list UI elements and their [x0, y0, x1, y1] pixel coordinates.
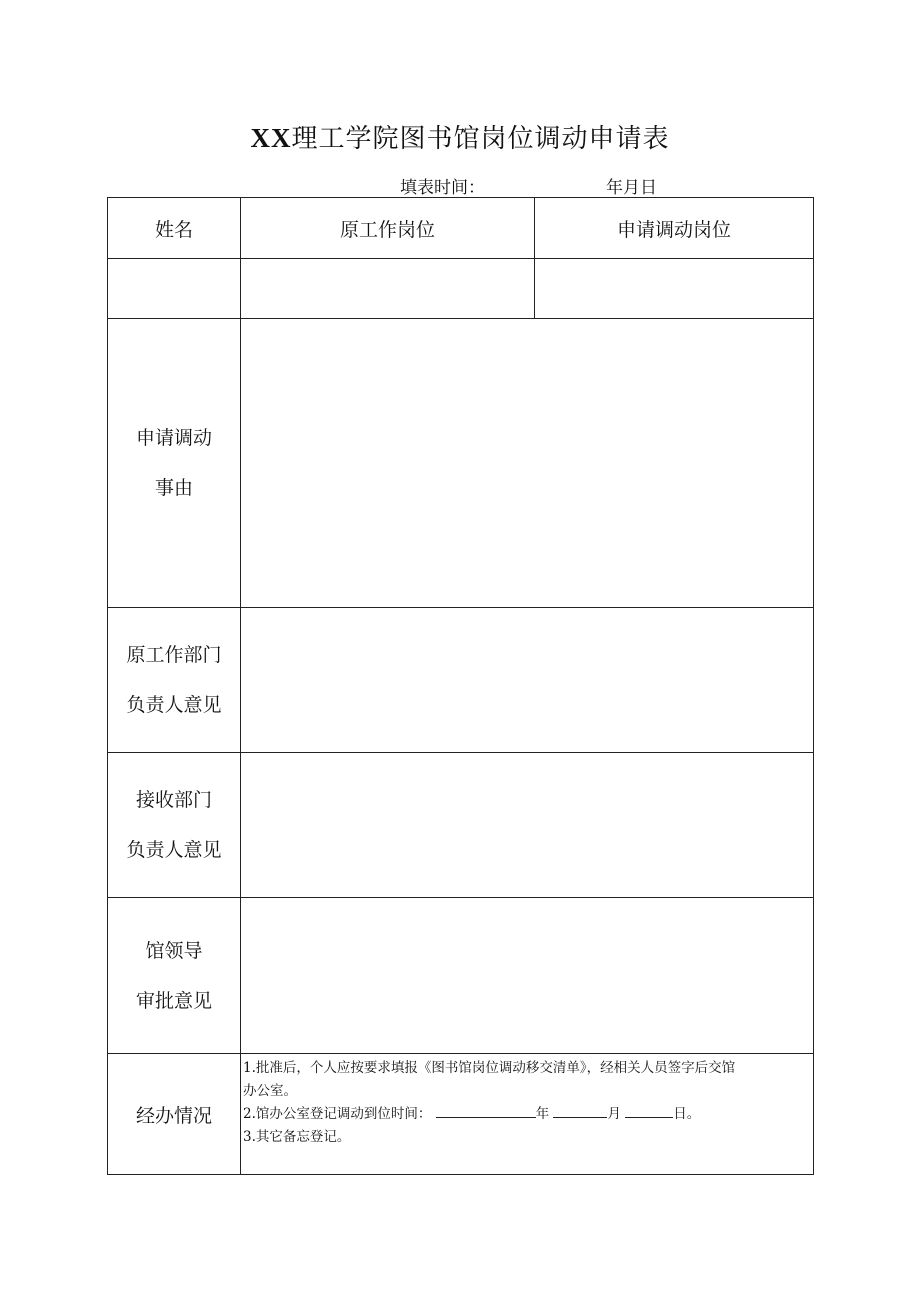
day-blank[interactable]: [625, 1103, 673, 1118]
handling-notes: [241, 1054, 814, 1175]
title-main: 理工学院图书馆岗位调动申请表: [291, 124, 670, 154]
note-line-3: 3.其它备忘登记。: [243, 1129, 351, 1145]
receiving-dept-opinion-field[interactable]: [241, 753, 814, 898]
leadership-row: [108, 898, 814, 1054]
reason-row: [108, 319, 814, 608]
entry-row: [108, 259, 814, 319]
receiving-dept-row: [108, 753, 814, 898]
header-name: 姓名: [108, 198, 241, 259]
application-form-table: [107, 197, 814, 1175]
month-blank[interactable]: [553, 1103, 607, 1118]
receiving-dept-label: 接收部门 负责人意见: [108, 753, 241, 898]
header-original-post: 原工作岗位: [241, 198, 535, 259]
reason-field[interactable]: [241, 319, 814, 608]
year-blank[interactable]: [436, 1103, 536, 1118]
original-dept-opinion-field[interactable]: [241, 608, 814, 753]
header-requested-post: 申请调动岗位: [535, 198, 814, 259]
name-field[interactable]: [108, 259, 241, 319]
leadership-label: 馆领导 审批意见: [108, 898, 241, 1054]
original-post-field[interactable]: [241, 259, 535, 319]
fill-date-label: 年月日: [606, 178, 657, 198]
title-prefix: XX: [250, 123, 292, 153]
handling-row: [108, 1054, 814, 1175]
original-dept-row: [108, 608, 814, 753]
note-line-1b: 办公室。: [243, 1083, 297, 1099]
form-title: [0, 118, 920, 155]
leadership-opinion-field[interactable]: [241, 898, 814, 1054]
handling-label: 经办情况: [108, 1054, 241, 1175]
fill-time-label: 填表时间：: [400, 178, 485, 198]
reason-label: 申请调动 事由: [108, 319, 241, 608]
note-line-1a: 1.批准后，个人应按要求填报《图书馆岗位调动移交清单》，经相关人员签字后交馆: [243, 1060, 736, 1076]
requested-post-field[interactable]: [535, 259, 814, 319]
original-dept-label: 原工作部门 负责人意见: [108, 608, 241, 753]
header-row: [108, 198, 814, 259]
note-line-2: 2.馆办公室登记调动到位时间： 年 月 日。: [243, 1103, 811, 1126]
